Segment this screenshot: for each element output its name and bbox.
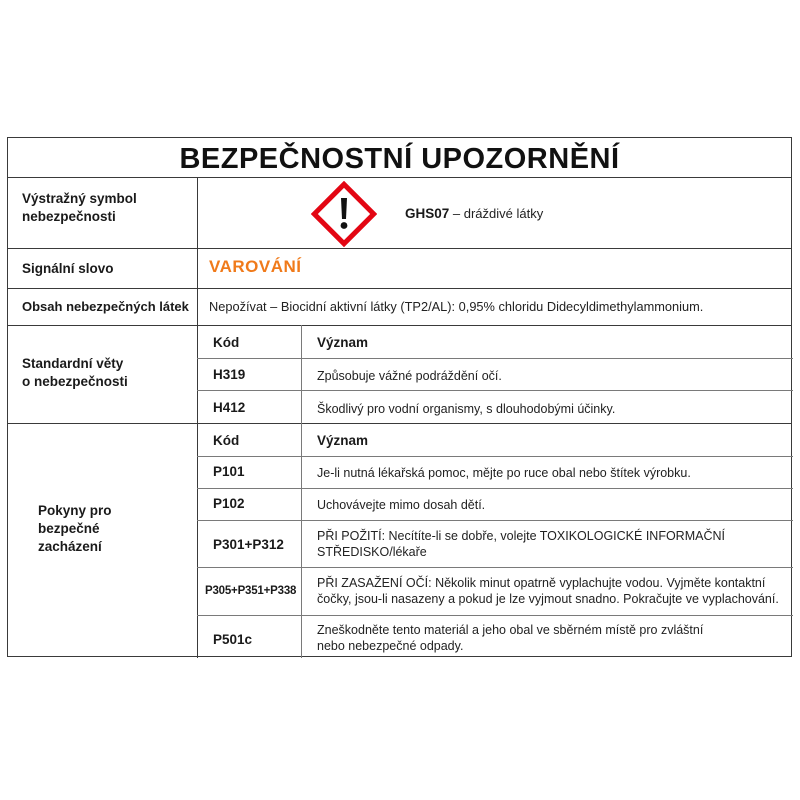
precaution-line: PŘI ZASAŽENÍ OČÍ: Několik minut opatrně vyplachujte vodou. Vyjměte kontaktní: [317, 576, 766, 590]
precaution-line: Zneškodněte tento materiál a jeho obal ve sběrném místě pro zvláštní: [317, 623, 704, 637]
symbol-label-line2: nebezpečnosti: [22, 209, 116, 224]
ghs07-exclamation-icon: [311, 181, 377, 247]
hazard-meaning-h412: Škodlivý pro vodní organismy, s dlouhodobými účinky.: [317, 402, 616, 416]
hazard-label-line2: o nebezpečnosti: [22, 374, 128, 389]
left-column-divider: [197, 178, 198, 658]
row-divider: [8, 288, 791, 289]
symbol-label-line1: Výstražný symbol: [22, 191, 137, 206]
hazard-code-divider: [301, 325, 302, 423]
precaution-code-p301-p312: P301+P312: [213, 537, 284, 552]
precaution-meaning-p102: [317, 497, 485, 513]
hazard-code-h412: H412: [213, 400, 246, 415]
precaution-meaning-p305-p351-p338: [317, 575, 779, 607]
row-divider: [8, 423, 791, 424]
hazard-label-line1: Standardní věty: [22, 356, 124, 371]
precaution-meaning-p101: [317, 465, 691, 481]
hazard-meaning-header: Význam: [317, 335, 369, 350]
precaution-line: STŘEDISKO/lékaře: [317, 545, 427, 559]
page-title: BEZPEČNOSTNÍ UPOZORNĚNÍ: [8, 138, 791, 178]
signal-word-label: Signální slovo: [22, 261, 114, 276]
precaution-code-p102: P102: [213, 496, 245, 511]
substances-value: Nepožívat – Biocidní aktivní látky (TP2/AL): 0,95% chloridu Didecyldimethylammonium.: [209, 299, 704, 314]
precautionary-label-line1: Pokyny pro: [38, 503, 112, 518]
precaution-line: čočky, jsou-li nasazeny a pokud je lze vyjmout snadno. Pokračujte ve vyplachování.: [317, 592, 779, 606]
ghs-code: GHS07: [405, 206, 450, 221]
precaution-row-divider: [197, 567, 793, 568]
precaution-meaning-p301-p312: [317, 528, 725, 560]
precaution-line: Je-li nutná lékařská pomoc, mějte po ruce obal nebo štítek výrobku.: [317, 466, 691, 480]
precaution-code-p101: P101: [213, 464, 245, 479]
row-divider: [8, 248, 791, 249]
precaution-meaning-header: Význam: [317, 433, 369, 448]
ghs-desc: – dráždivé látky: [452, 206, 544, 221]
precaution-row-divider: [197, 520, 793, 521]
precaution-line: nebo nebezpečné odpady.: [317, 639, 464, 653]
precaution-code-p501c: P501c: [213, 632, 253, 647]
precaution-code-p305-p351-p338: P305+P351+P338: [205, 585, 297, 597]
symbol-label: [22, 190, 192, 226]
signal-word-value: VAROVÁNÍ: [209, 257, 302, 276]
row-divider: [8, 325, 791, 326]
substances-label: Obsah nebezpečných látek: [22, 299, 189, 314]
hazard-code-h319: H319: [213, 367, 246, 382]
safety-warning-label: [7, 137, 792, 657]
precaution-code-header: Kód: [213, 433, 240, 448]
ghs-description: [405, 206, 705, 221]
precaution-line: Uchovávejte mimo dosah dětí.: [317, 498, 486, 512]
hazard-row-divider: [197, 358, 793, 359]
precautionary-label-line3: zacházení: [38, 539, 102, 554]
precaution-line: PŘI POŽITÍ: Necítíte-li se dobře, volejte TOXIKOLOGICKÉ INFORMAČNÍ: [317, 529, 725, 543]
hazard-meaning-h319: Způsobuje vážné podráždění očí.: [317, 369, 502, 383]
precaution-code-divider: [301, 423, 302, 658]
hazard-row-divider: [197, 390, 793, 391]
hazard-code-header: Kód: [213, 335, 240, 350]
precaution-row-divider: [197, 456, 793, 457]
precautionary-label: [38, 502, 188, 556]
hazard-statements-label: [22, 355, 192, 391]
precaution-row-divider: [197, 488, 793, 489]
precaution-meaning-p501c: [317, 622, 703, 654]
precautionary-label-line2: bezpečné: [38, 521, 100, 536]
precaution-row-divider: [197, 615, 793, 616]
